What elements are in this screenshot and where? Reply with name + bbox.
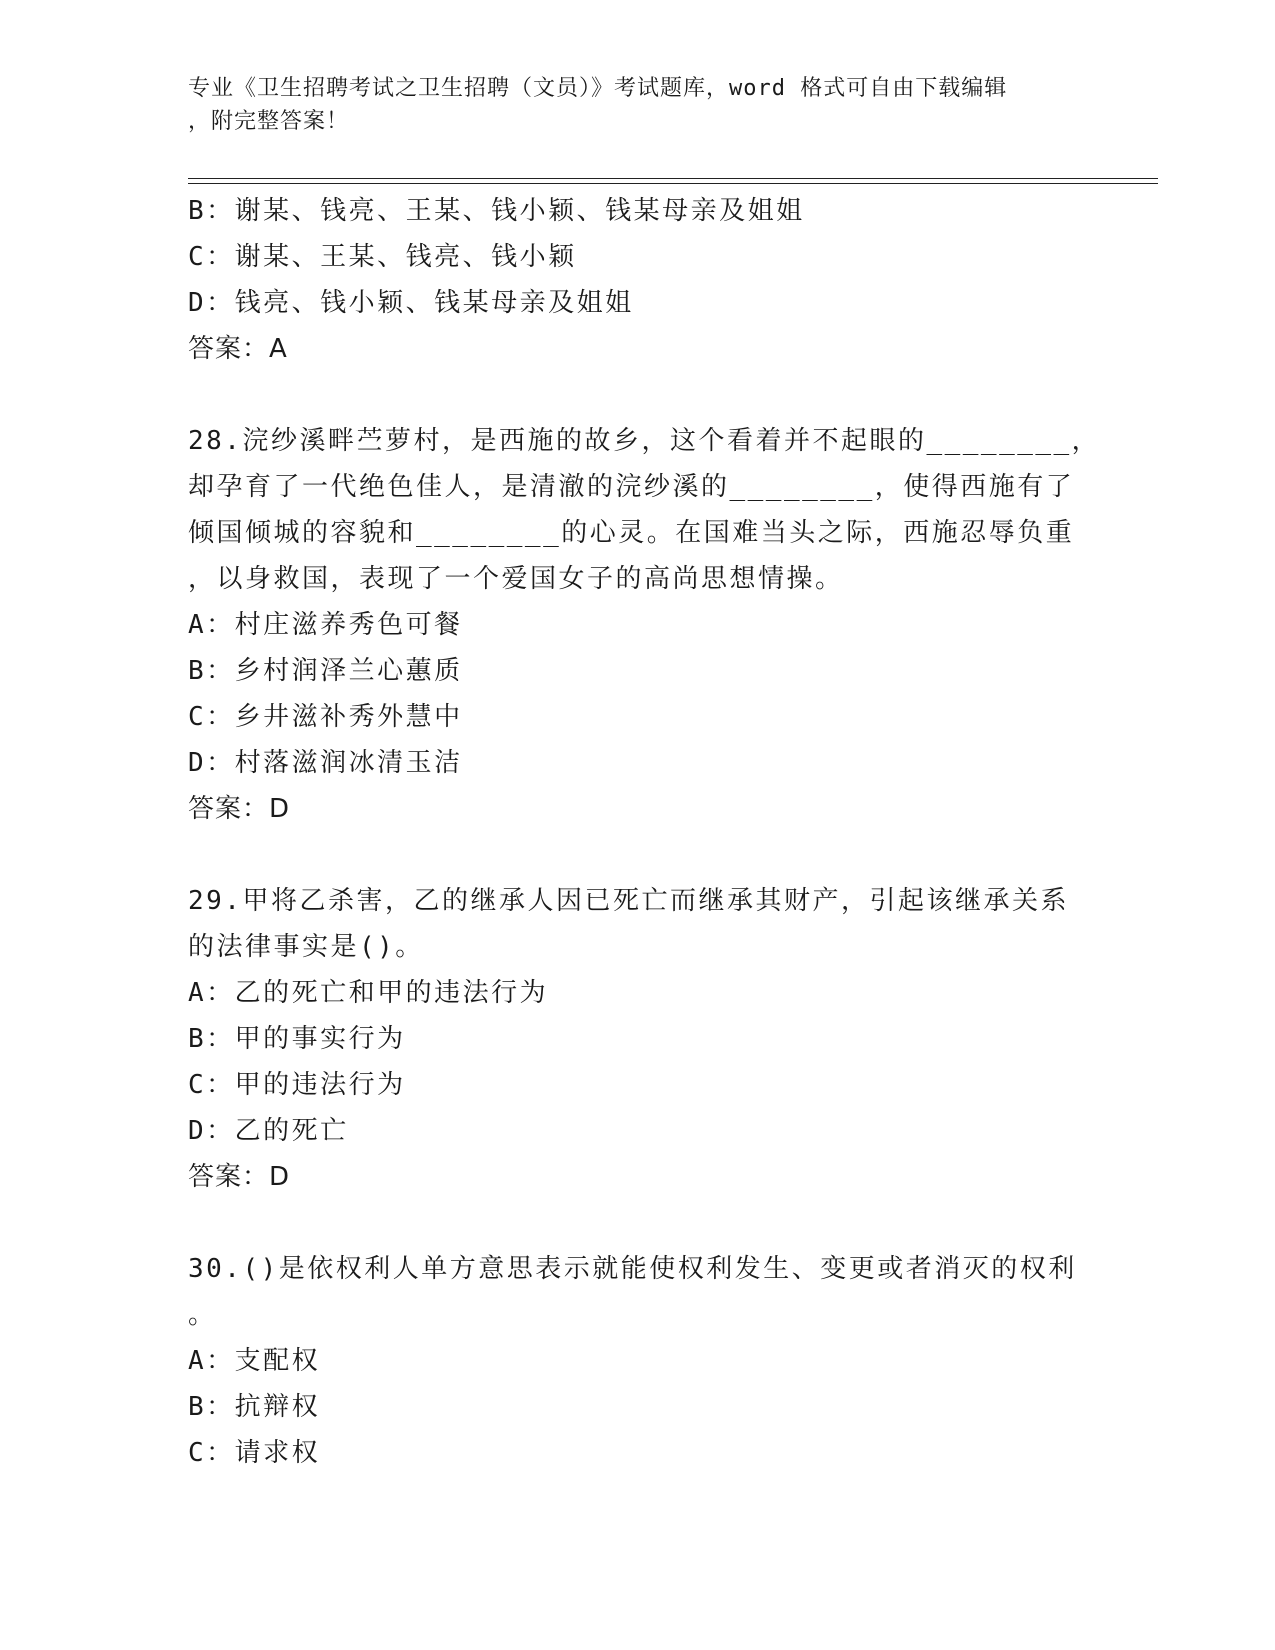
header-line-2: ，附完整答案！ bbox=[188, 109, 350, 134]
q29-option-b: B：甲的事实行为 bbox=[188, 1024, 406, 1054]
q28-answer: 答案：D bbox=[188, 794, 291, 824]
q27-option-d: D：钱亮、钱小颖、钱某母亲及姐姐 bbox=[188, 288, 634, 318]
q29-option-c: C：甲的违法行为 bbox=[188, 1070, 406, 1100]
q30-option-c: C：请求权 bbox=[188, 1438, 321, 1468]
q29-stem-line-2: 的法律事实是()。 bbox=[188, 932, 424, 962]
q30-option-a: A：支配权 bbox=[188, 1346, 321, 1376]
q28-stem-line-1: 28.浣纱溪畔苎萝村，是西施的故乡，这个看着并不起眼的________， bbox=[188, 426, 1101, 456]
q30-option-b: B：抗辩权 bbox=[188, 1392, 321, 1422]
q28-option-c: C：乡井滋补秀外慧中 bbox=[188, 702, 463, 732]
q27-option-b: B：谢某、钱亮、王某、钱小颖、钱某母亲及姐姐 bbox=[188, 196, 805, 226]
question-30 bbox=[188, 1246, 1088, 1476]
q28-stem-line-3: 倾国倾城的容貌和________的心灵。在国难当头之际，西施忍辱负重 bbox=[188, 518, 1075, 548]
q29-stem-line-1: 29.甲将乙杀害，乙的继承人因已死亡而继承其财产，引起该继承关系 bbox=[188, 886, 1069, 916]
q29-answer: 答案：D bbox=[188, 1162, 291, 1192]
q28-option-d: D：村落滋润冰清玉洁 bbox=[188, 748, 463, 778]
document-header bbox=[188, 72, 1088, 138]
header-divider-top bbox=[188, 178, 1158, 179]
header-line-1: 专业《卫生招聘考试之卫生招聘（文员）》考试题库，word 格式可自由下载编辑 bbox=[188, 76, 1008, 101]
q29-option-a: A：乙的死亡和甲的违法行为 bbox=[188, 978, 549, 1008]
q28-stem-line-4: ，以身救国，表现了一个爱国女子的高尚思想情操。 bbox=[188, 564, 844, 594]
q30-stem-line-1: 30.()是依权利人单方意思表示就能使权利发生、变更或者消灭的权利 bbox=[188, 1254, 1077, 1284]
q28-stem-line-2: 却孕育了一代绝色佳人，是清澈的浣纱溪的________，使得西施有了 bbox=[188, 472, 1075, 502]
question-28 bbox=[188, 418, 1101, 832]
q29-option-d: D：乙的死亡 bbox=[188, 1116, 349, 1146]
question-29 bbox=[188, 878, 1088, 1200]
question-27 bbox=[188, 188, 1088, 372]
q28-option-a: A：村庄滋养秀色可餐 bbox=[188, 610, 463, 640]
spacer bbox=[188, 1200, 1088, 1246]
q30-stem-line-2: 。 bbox=[188, 1300, 217, 1330]
header-divider-bottom bbox=[188, 183, 1158, 184]
spacer bbox=[188, 832, 1088, 878]
spacer bbox=[188, 372, 1088, 418]
question-list bbox=[188, 188, 1101, 1476]
q27-option-c: C：谢某、王某、钱亮、钱小颖 bbox=[188, 242, 577, 272]
q28-option-b: B：乡村润泽兰心蕙质 bbox=[188, 656, 463, 686]
q27-answer: 答案：A bbox=[188, 334, 288, 364]
